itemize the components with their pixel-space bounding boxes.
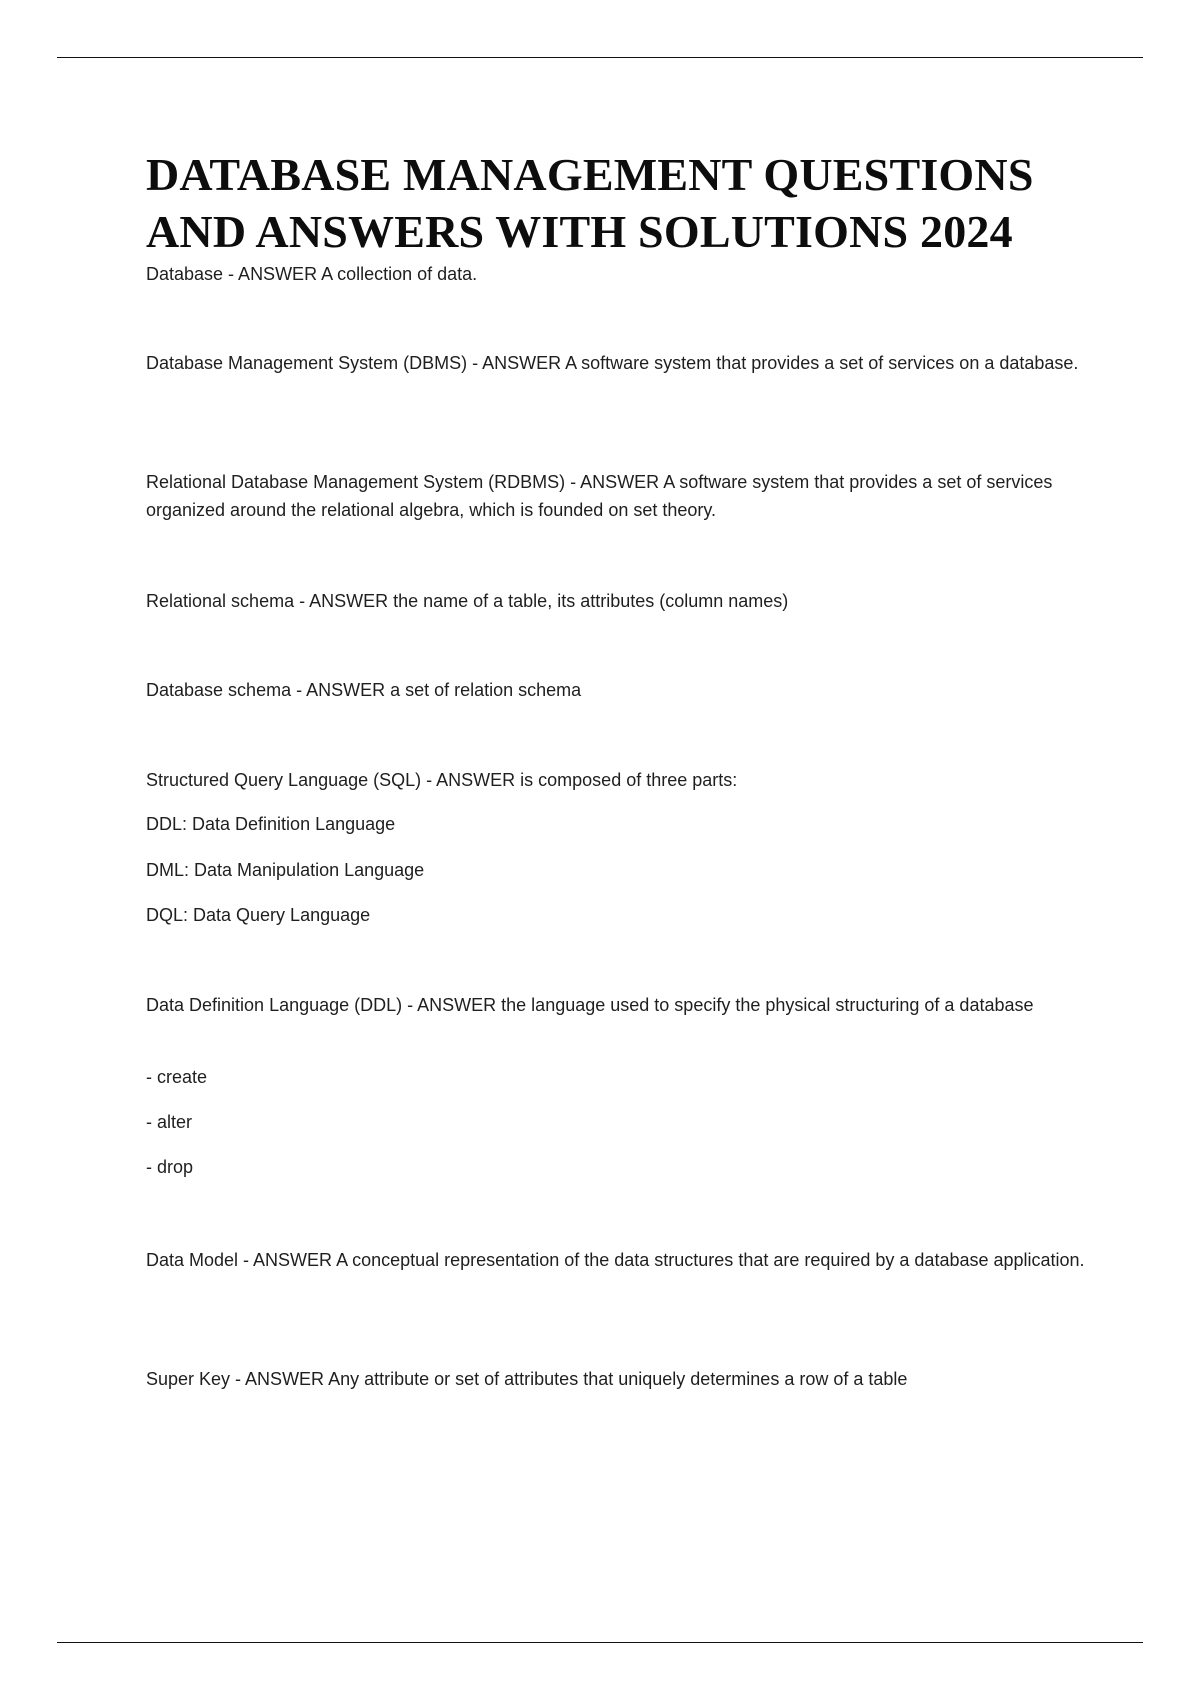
entry-text: Data Model - ANSWER A conceptual representation of the data structures that are required by a database application. [146, 1250, 1085, 1270]
document-title: DATABASE MANAGEMENT QUESTIONS AND ANSWERS WITH SOLUTIONS 2024 [146, 149, 1034, 257]
document-page [146, 146, 1086, 1389]
qa-entry [146, 587, 1086, 615]
entry-text: Database - ANSWER A collection of data. [146, 264, 478, 284]
qa-entry [146, 349, 1086, 377]
qa-entry [146, 1365, 1086, 1393]
entry-text: Data Definition Language (DDL) - ANSWER the language used to specify the physical structuring of a database [146, 995, 1034, 1015]
entry-text: Super Key - ANSWER Any attribute or set of attributes that uniquely determines a row of a table [146, 1369, 908, 1389]
list-item: - create [146, 1067, 208, 1087]
entry-text: Structured Query Language (SQL) - ANSWER is composed of three parts: [146, 770, 738, 790]
list-item: DQL: Data Query Language [146, 905, 371, 925]
qa-entry [146, 468, 1086, 524]
entry-text: Relational schema - ANSWER the name of a table, its attributes (column names) [146, 591, 789, 611]
qa-entry [146, 260, 1086, 288]
qa-entry [146, 991, 1086, 1177]
entry-text: Database schema - ANSWER a set of relation schema [146, 680, 582, 700]
qa-entry [146, 676, 1086, 704]
bottom-rule [57, 1642, 1143, 1643]
qa-entry [146, 766, 1086, 925]
entry-text: Database Management System (DBMS) - ANSWER A software system that provides a set of services on a database. [146, 353, 1079, 373]
top-rule [57, 57, 1143, 58]
list-item: DDL: Data Definition Language [146, 814, 396, 834]
entry-text: Relational Database Management System (RDBMS) - ANSWER A software system that provides a set of services organized around the relational algebra, which is founded on set theory. [146, 472, 1053, 520]
list-item: - drop [146, 1157, 194, 1177]
list-item: DML: Data Manipulation Language [146, 860, 425, 880]
qa-entry [146, 1246, 1086, 1274]
list-item: - alter [146, 1112, 193, 1132]
